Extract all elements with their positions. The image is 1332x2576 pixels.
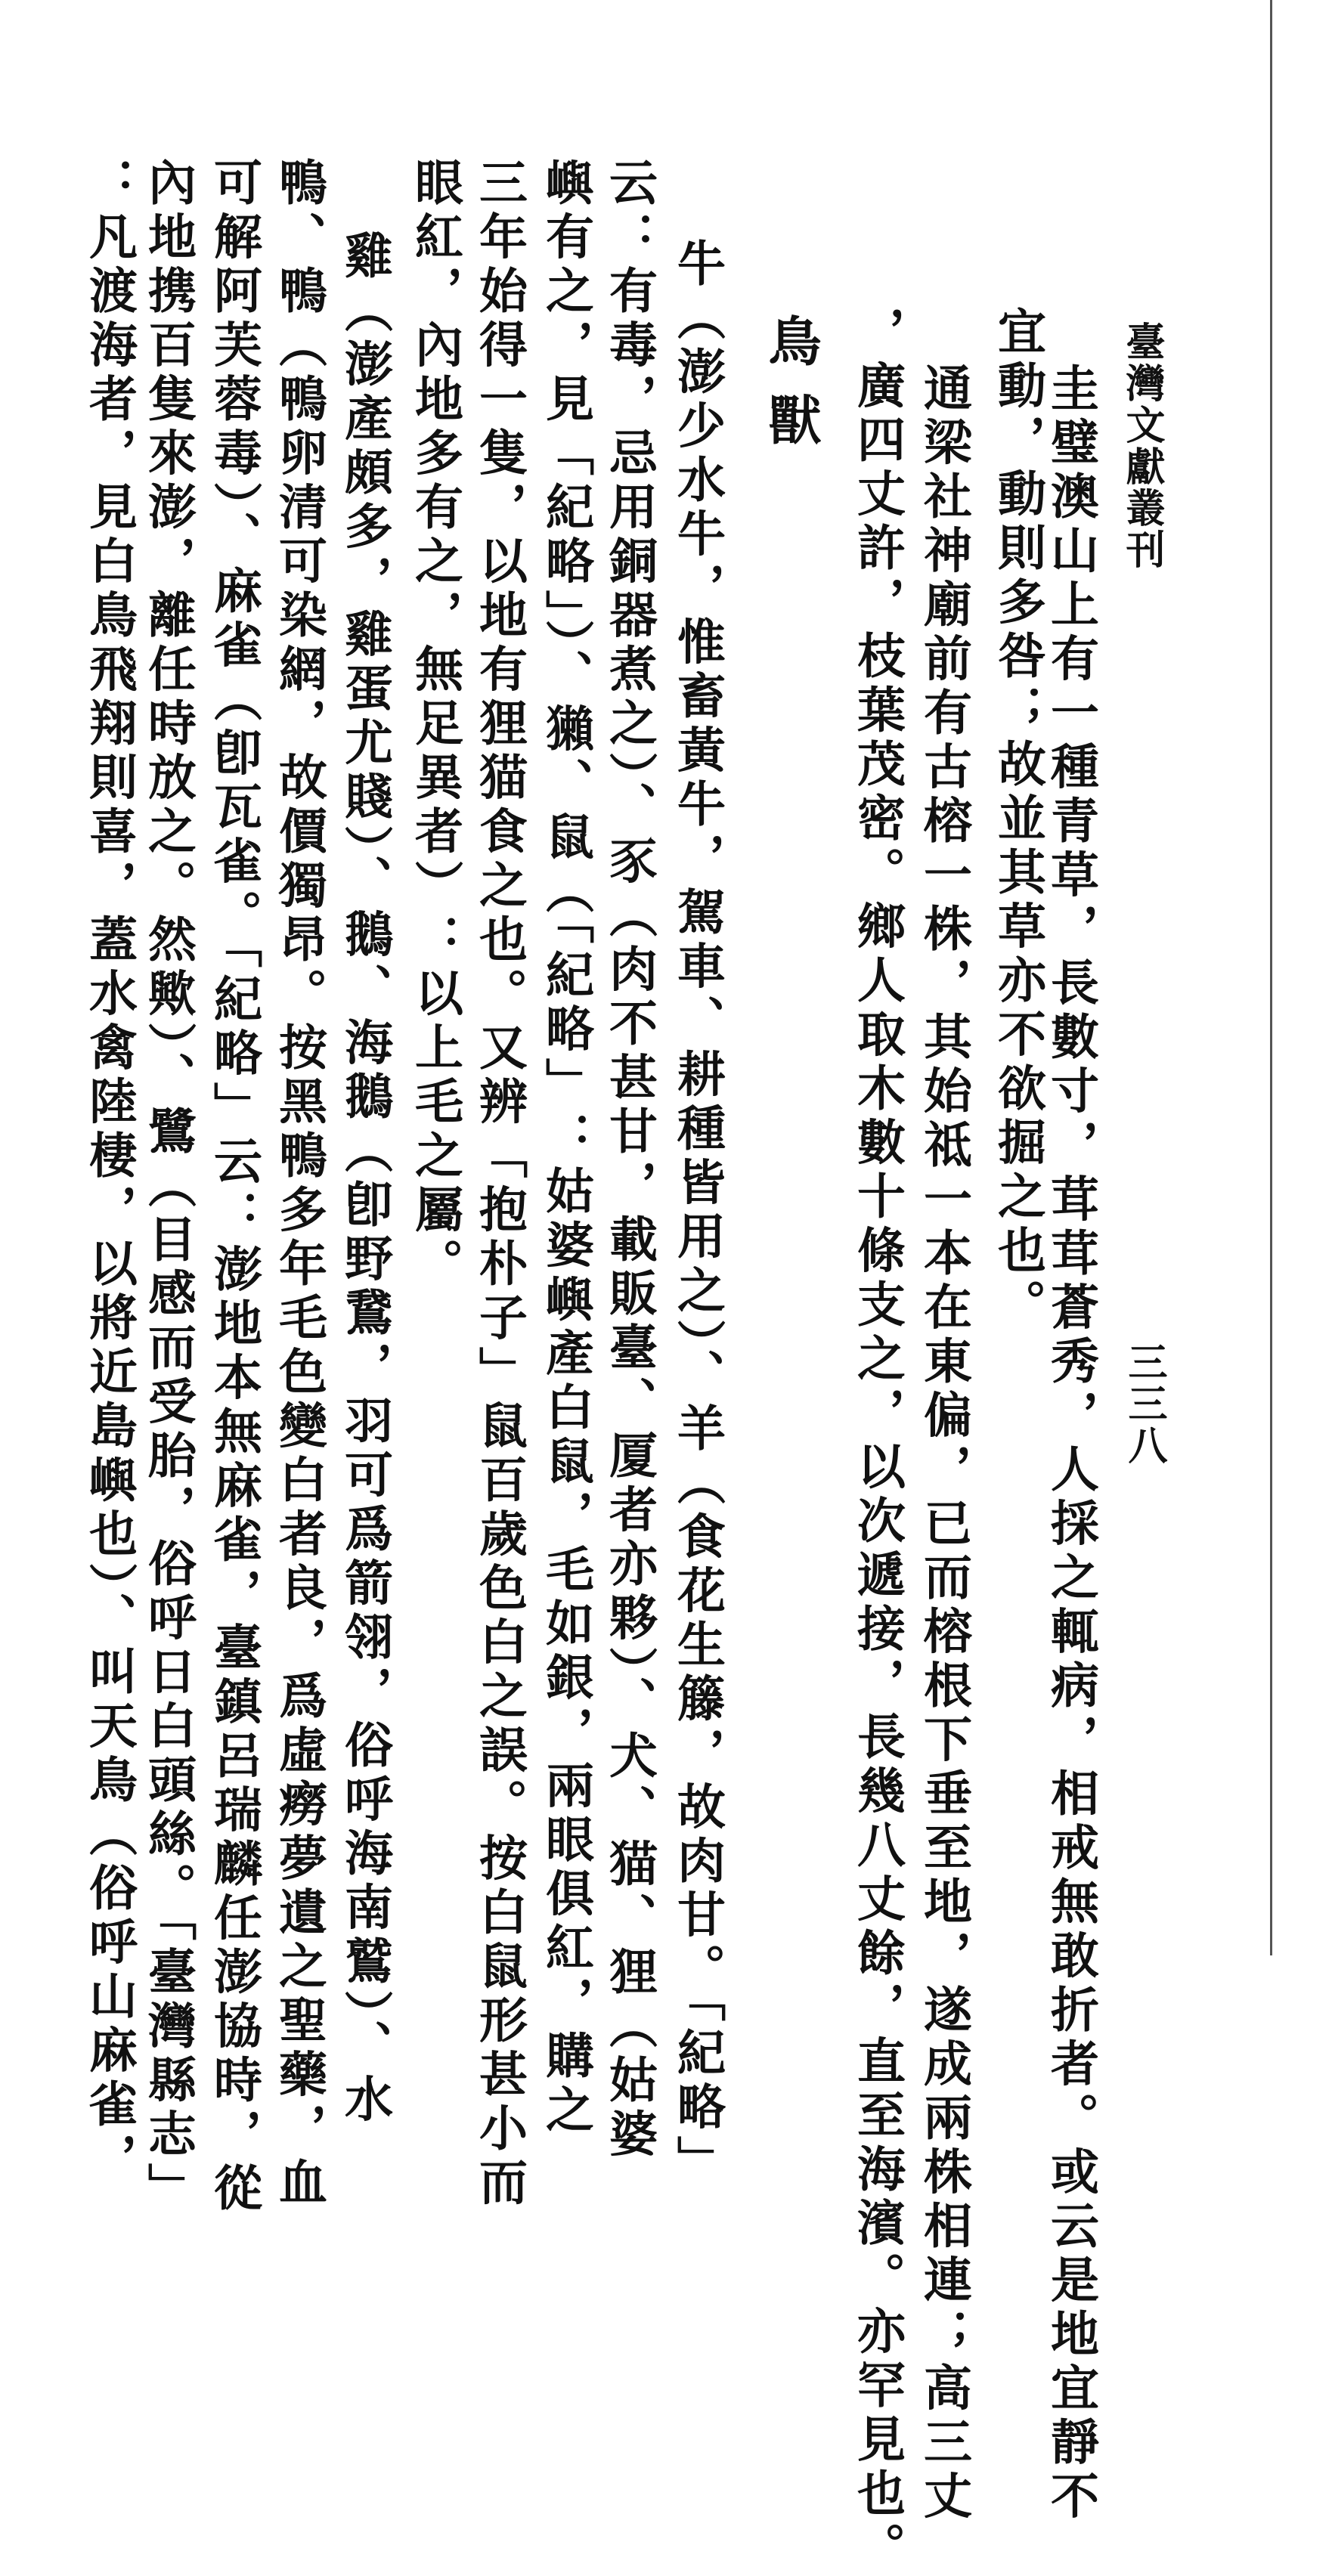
text-column-2: 宜動，動則多咎；故並其草亦不欲掘之也。 bbox=[990, 306, 1046, 1333]
text-column-7: 嶼有之，見「紀略」）、獺、鼠（「紀略」：姑婆嶼產白鼠，毛如銀，兩眼俱紅，購之 bbox=[537, 157, 594, 2138]
text-column-10: 雞（澎產頗多，雞蛋尤賤）、鵝、海鵝（卽野鵞，羽可爲箭翎，俗呼海南鷲）、水 bbox=[336, 231, 393, 2128]
text-column-6: 云：有毒，忌用銅器煮之）、豕（肉不甚甘，載販臺、厦者亦夥）、犬、猫、狸（姑婆 bbox=[601, 157, 658, 2163]
text-column-11: 鴨、鴨（鴨卵清可染網，故價獨昂。按黑鴨多年毛色變白者良，爲虛癆夢遺之聖藥，血 bbox=[271, 157, 327, 2211]
text-column-3: 通梁社神廟前有古榕一株，其始祗一本在東偏，已而榕根下垂至地，遂成兩株相連；高三丈 bbox=[915, 363, 972, 2525]
text-column-12: 可解阿芙蓉毒）、麻雀（卽瓦雀。「紀略」云：澎地本無麻雀，臺鎮呂瑞麟任澎協時，從 bbox=[206, 157, 262, 2217]
scan-edge bbox=[1270, 0, 1272, 1955]
series-title: 臺灣文獻叢刊 bbox=[1119, 321, 1165, 571]
section-title: 鳥獸 bbox=[760, 314, 822, 471]
text-column-4: ，廣四丈許，枝葉茂密。鄉人取木數十條支之，以次遞接，長幾八丈餘，直至海濱。亦罕見也。 bbox=[849, 306, 906, 2576]
text-column-13: 內地携百隻來澎，離任時放之。然歟）、鷺（目感而受胎，俗呼日白頭絲。「臺灣縣志」 bbox=[140, 157, 197, 2217]
text-column-1: 圭璧澳山上有一種青草，長數寸，茸茸蒼秀，人採之輒病，相戒無敢折者。或云是地宜靜不 bbox=[1042, 363, 1099, 2525]
page-number: 三三八 bbox=[1121, 1342, 1167, 1466]
text-column-14: ：凡渡海者，見白鳥飛翔則喜，蓋水禽陸棲，以將近島嶼也）、叫天鳥（俗呼山麻雀， bbox=[81, 157, 138, 2187]
text-column-9: 眼紅，內地多有之，無足異者）：以上毛之屬。 bbox=[407, 157, 463, 1293]
text-column-5: 牛（澎少水牛，惟畜黃牛，駕車、耕種皆用之）、羊（食花生籐，故肉甘。「紀略」 bbox=[669, 238, 726, 2190]
text-column-8: 三年始得一隻，以地有狸猫食之也。又辨「抱朴子」鼠百歲色白之誤。按白鼠形甚小而 bbox=[471, 157, 528, 2211]
